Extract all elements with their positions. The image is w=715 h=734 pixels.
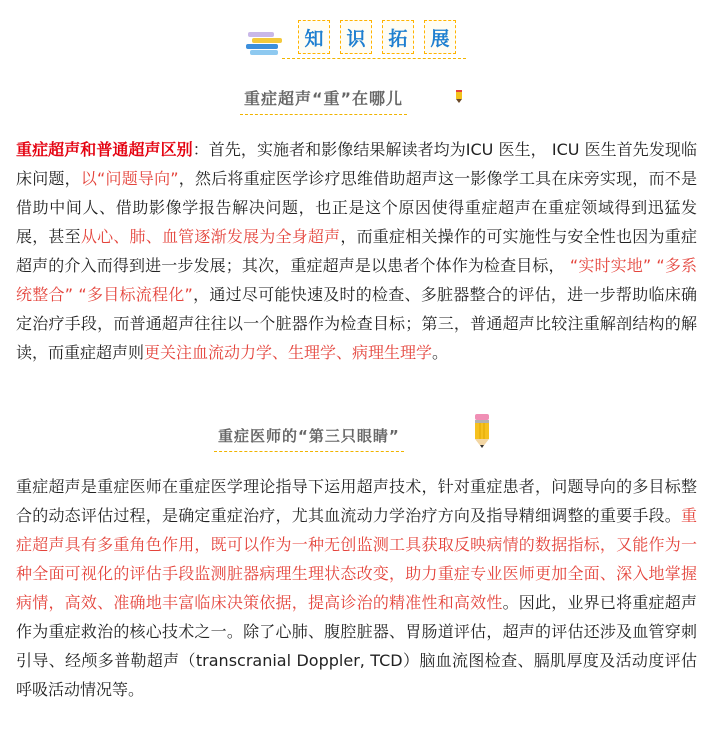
books-icon — [246, 32, 286, 58]
pencil-icon — [473, 414, 491, 448]
text-run: 重症超声具有多重角色作用，既可以作为一种无创监测工具获取反映病情的数据指标，又能作为一种全面可视化的评估手段监测脏器病理生理状态改变，助力重症专业医师更加全面、深入地掌握病情，高效、准确地丰富临床决策依据，提高诊治的精准性和高效性 — [16, 506, 697, 612]
section-1-paragraph — [16, 135, 697, 367]
text-run: 以“问题导向” — [80, 169, 179, 188]
text-run: ：首先，实施者和影像结果解读者均为ICU 医生， ICU 医生首先发现临床问题， — [16, 140, 697, 188]
text-run: ，通过尽可能快速及时的检查、多脏器整合的评估，进一步帮助临床确定治疗手段，而普通超声往往以一个脏器作为检查目标；第三，普通超声比较注重解剖结构的解读，而重症超声则 — [16, 285, 697, 362]
text-run: 。因此，业界已将重症超声作为重症救治的核心技术之一。除了心肺、腹腔脏器、胃肠道评估，超声的评估还涉及血管穿刺引导、经颅多普勒超声（transcranial Doppler, TCD）脑血流图检查、膈肌厚度及活动度评估呼吸活动情况等。 — [16, 593, 697, 699]
banner-divider — [282, 58, 466, 59]
banner-char-2: 识 — [340, 20, 372, 54]
banner-char-4: 展 — [424, 20, 456, 54]
text-run: 更关注血流动力学、生理学、病理生理学 — [144, 343, 433, 362]
section-heading-2-text: 重症医师的“第三只眼睛” — [218, 427, 400, 445]
section-heading-2 — [218, 425, 400, 446]
text-run: 重症超声是重症医师在重症医学理论指导下运用超声技术，针对重症患者，问题导向的多目标整合的动态评估过程，是确定重症治疗，尤其血流动力学治疗方向及指导精细调整的重要手段。 — [16, 477, 697, 525]
section-heading-1-text: 重症超声“重”在哪儿 — [244, 89, 404, 108]
section-heading-1 — [244, 86, 403, 109]
knowledge-expansion-banner — [246, 18, 466, 62]
banner-char-1: 知 — [298, 20, 330, 54]
text-run: 重症超声和普通超声区别 — [16, 140, 193, 159]
section-2-paragraph — [16, 472, 697, 704]
text-run: “实时实地” “多系统整合” “多目标流程化” — [16, 256, 697, 304]
text-run: ，然后将重症医学诊疗思维借助超声这一影像学工具在床旁实现，而不是借助中间人、借助影像学报告解决问题，也正是这个原因使得重症超声在重症领域得到迅猛发展，甚至 — [16, 169, 697, 246]
text-run: ，而重症相关操作的可实施性与安全性也因为重症超声的介入而得到进一步发展；其次，重症超声是以患者个体作为检查目标， — [16, 227, 697, 275]
text-run: 。 — [432, 343, 449, 362]
pencil-icon — [456, 90, 462, 103]
text-run: 从心、肺、血管逐渐发展为全身超声 — [80, 227, 341, 246]
banner-char-3: 拓 — [382, 20, 414, 54]
section-heading-2-underline — [214, 451, 404, 452]
section-heading-1-underline — [240, 114, 407, 115]
